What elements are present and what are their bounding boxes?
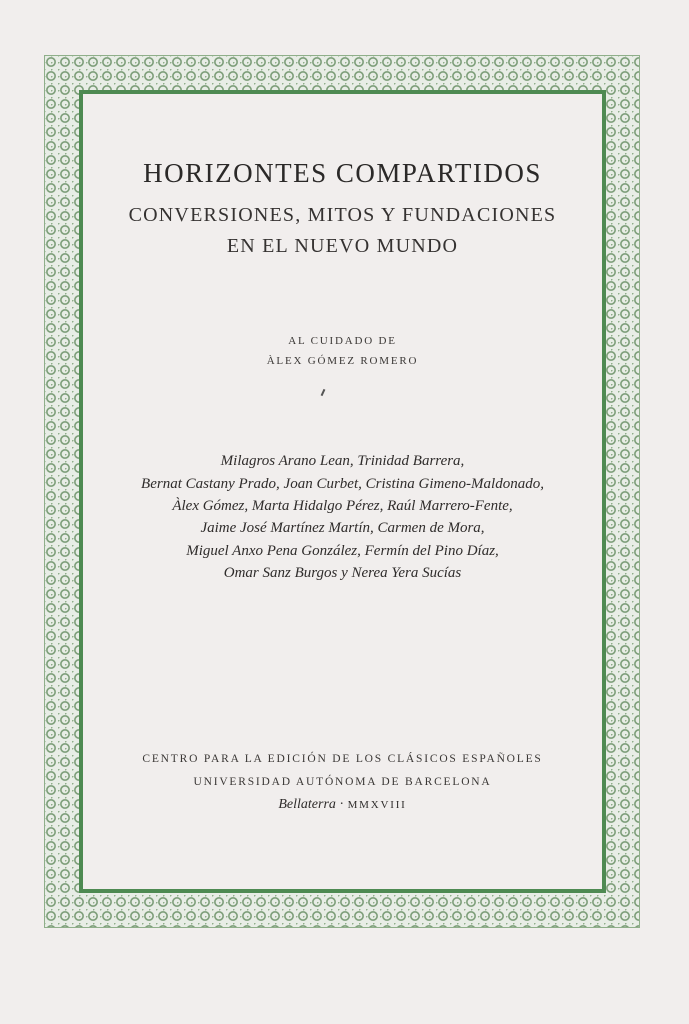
authors-line-6: Omar Sanz Burgos y Nerea Yera Sucías bbox=[223, 565, 462, 581]
subtitle-line-2: EN EL NUEVO MUNDO bbox=[226, 235, 459, 257]
authors-line-5: Miguel Anxo Pena González, Fermín del Pino Díaz, bbox=[186, 543, 499, 559]
book-title: HORIZONTES COMPARTIDOS bbox=[143, 158, 542, 188]
publisher-line-2: UNIVERSIDAD AUTÓNOMA DE BARCELONA bbox=[193, 776, 492, 788]
imprint bbox=[83, 797, 602, 813]
authors-line-4: Jaime José Martínez Martín, Carmen de Mora, bbox=[200, 520, 485, 536]
editor-name: ÀLEX GÓMEZ ROMERO bbox=[266, 355, 419, 367]
imprint-separator: · bbox=[339, 797, 345, 812]
subtitle-line-1: CONVERSIONES, MITOS Y FUNDACIONES bbox=[128, 204, 557, 226]
authors-line-3: Àlex Gómez, Marta Hidalgo Pérez, Raúl Marrero-Fente, bbox=[172, 498, 513, 514]
authors-line-2: Bernat Castany Prado, Joan Curbet, Cristina Gimeno-Maldonado, bbox=[141, 476, 544, 492]
authors-line-1: Milagros Arano Lean, Trinidad Barrera, bbox=[220, 453, 465, 469]
imprint-place: Bellaterra bbox=[278, 797, 336, 812]
publisher-line-1: CENTRO PARA LA EDICIÓN DE LOS CLÁSICOS ESPAÑOLES bbox=[142, 753, 543, 765]
imprint-year: MMXVIII bbox=[347, 799, 407, 811]
editor-label: AL CUIDADO DE bbox=[288, 335, 397, 347]
